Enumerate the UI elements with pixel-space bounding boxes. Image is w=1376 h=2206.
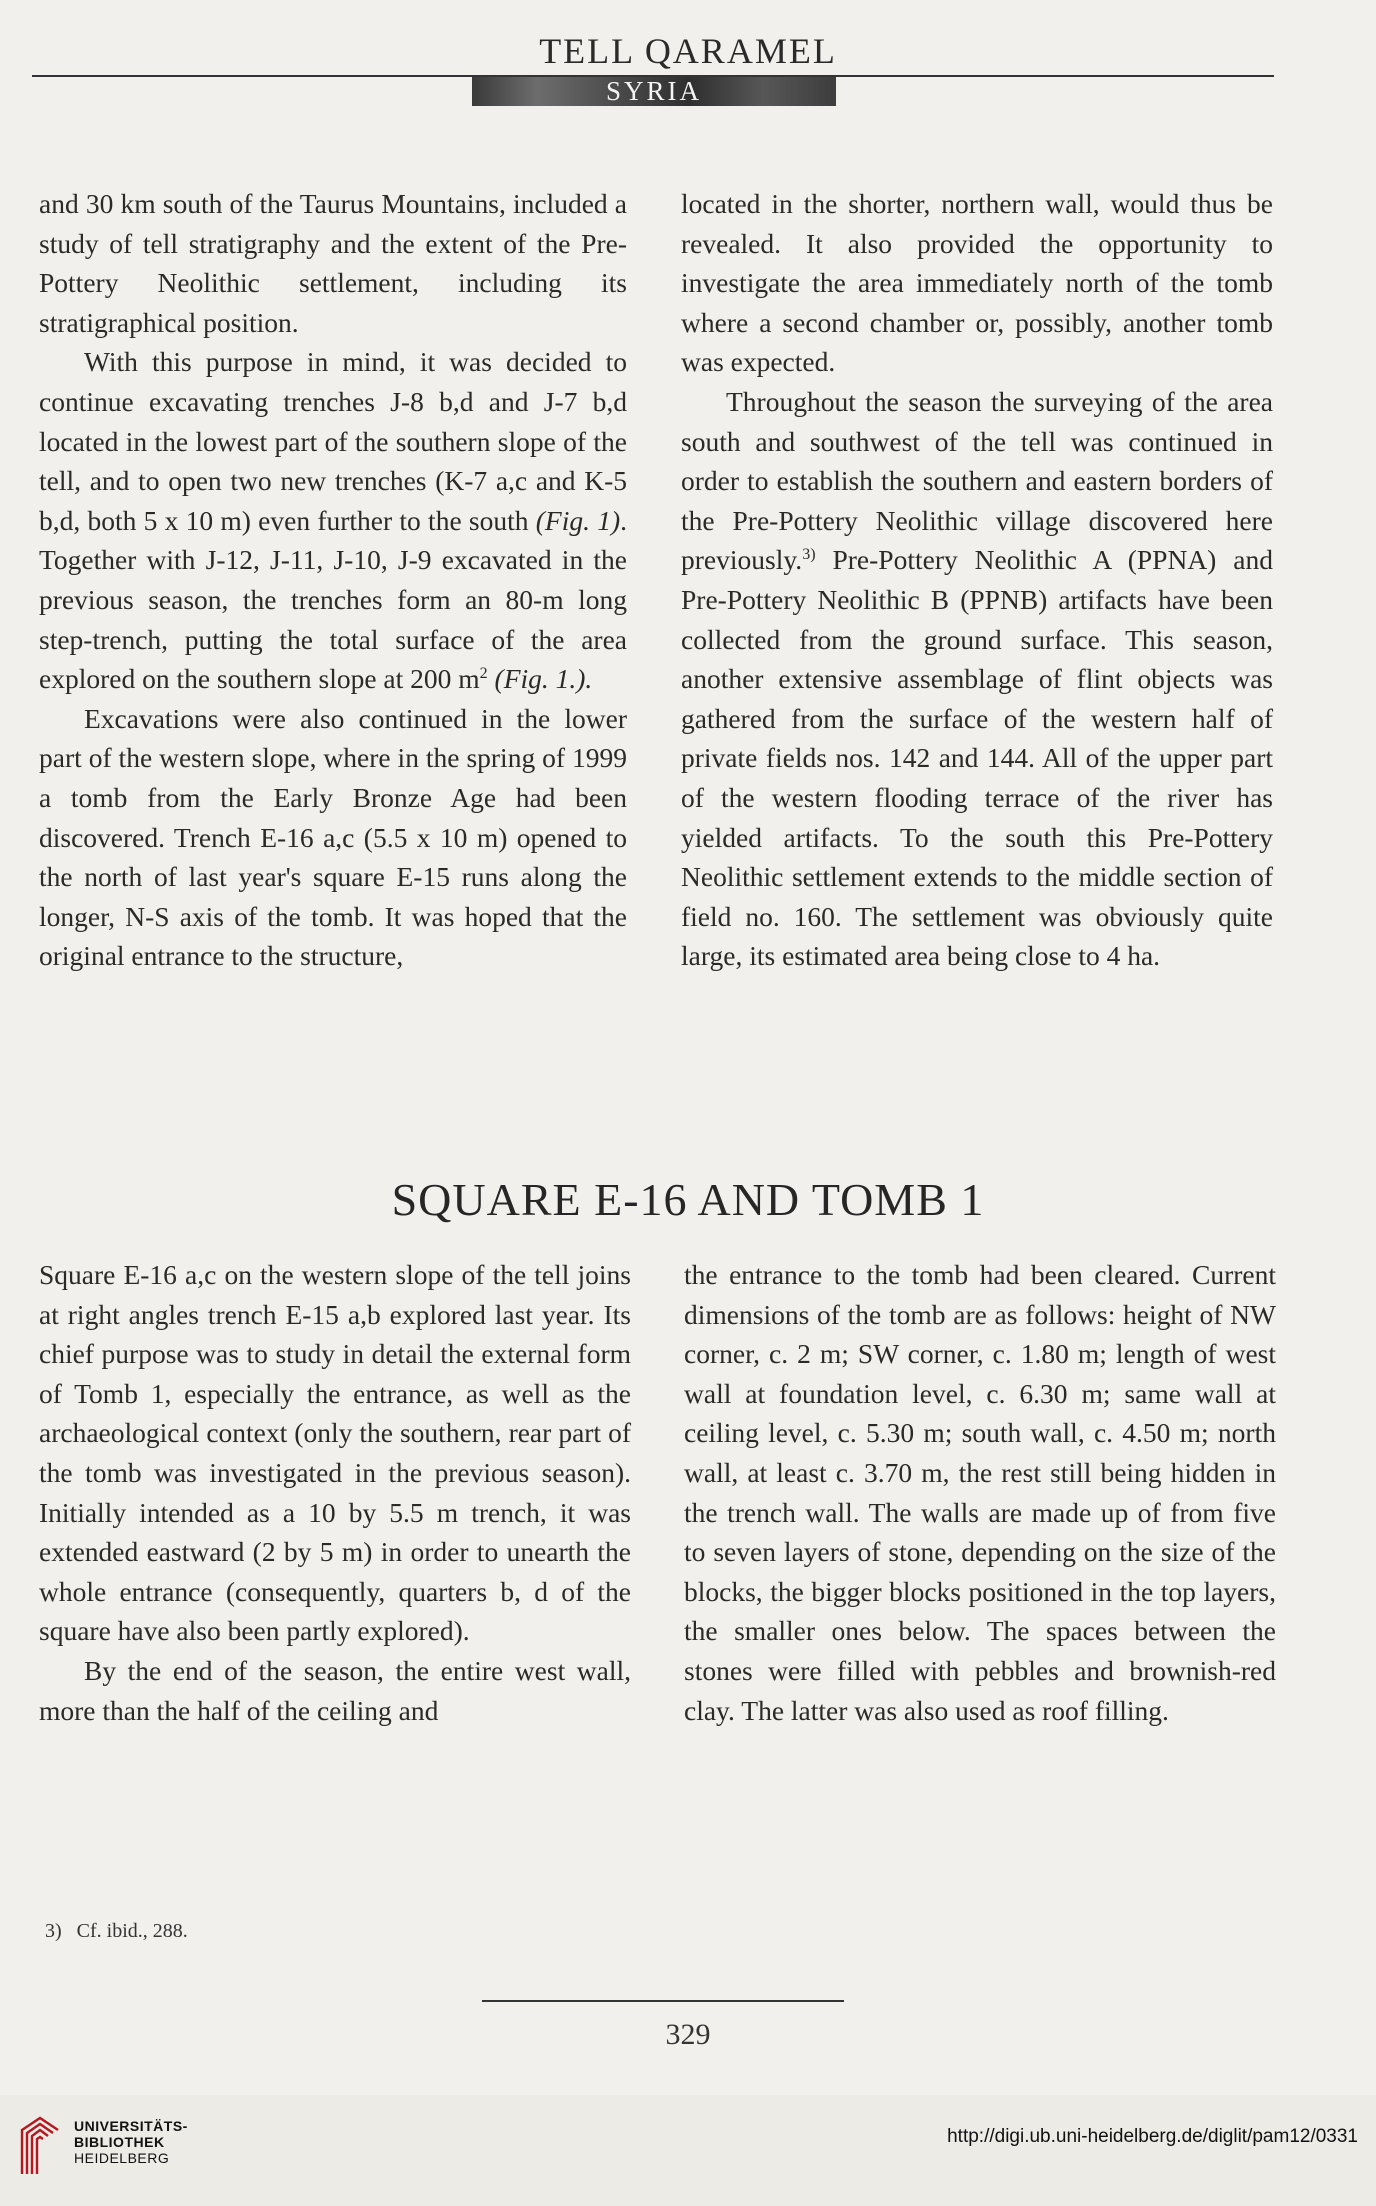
figure-reference: (Fig. 1.).	[494, 663, 593, 695]
page-number: 329	[665, 2018, 711, 2051]
library-logo[interactable]	[16, 2112, 226, 2188]
paragraph: and 30 km south of the Taurus Mountains, included a study of tell stratigraphy and the extent of the Pre-Pottery Neolithic settlement, including its stratigraphical position.	[39, 188, 627, 338]
text-run: . Together with J-12, J-11, J-10, J-9 excavated in the previous season, the trenches form an 80-m long step-trench, putting the total surface of the area explored on the southern slope at 200 m	[39, 504, 628, 695]
library-name-line: HEIDELBERG	[74, 2150, 170, 2166]
left-column-top	[39, 184, 627, 976]
paragraph: the entrance to the tomb had been cleared. Current dimensions of the tomb are as follows: height of NW corner, c. 2 m; SW corner, c. 1.80 m; length of west wall at foundation level, c. 6.30 m; same wall at ceiling level, c. 5.30 m; south wall, c. 4.50 m; north wall, at least c. 3.70 m, the rest still being hidden in the trench wall. The walls are made up of from five to seven layers of stone, depending on the size of the blocks, the bigger blocks positioned in the top layers, the smaller ones below. The spaces between the stones were filled with pebbles and brownish-red clay. The latter was also used as roof filling.	[684, 1259, 1276, 1726]
text-run: Pre-Pottery Neolithic A (PPNA) and Pre-Pottery Neolithic B (PPNB) artifacts have been collected from the ground surface. This season, another extensive assemblage of flint objects was gathered from the surface of the western half of private fields nos. 142 and 144. All of the upper part of the western flooding terrace of the river has yielded artifacts. To the south this Pre-Pottery Neolithic settlement extends to the middle section of field no. 160. The settlement was obviously quite large, its estimated area being close to 4 ha.	[681, 544, 1273, 972]
paragraph	[681, 382, 1273, 976]
source-url-link[interactable]: http://digi.ub.uni-heidelberg.de/diglit/pam12/0331	[947, 2126, 1358, 2147]
paragraph: By the end of the season, the entire west wall, more than the half of the ceiling and	[39, 1654, 631, 1726]
footnote-marker: 3)	[45, 1920, 62, 1942]
paragraph	[39, 342, 627, 698]
library-name	[74, 2118, 188, 2166]
library-name-line: UNIVERSITÄTS-	[74, 2118, 188, 2134]
footnote-ref: 3)	[802, 546, 816, 564]
running-title: TELL QARAMEL	[539, 31, 837, 71]
footnote	[45, 1920, 188, 1943]
section-heading: SQUARE E-16 AND TOMB 1	[391, 1174, 985, 1225]
left-column-bottom	[39, 1255, 631, 1730]
paragraph: Square E-16 a,c on the western slope of the tell joins at right angles trench E-15 a,b explored last year. Its chief purpose was to study in detail the external form of Tomb 1, especially the entrance, as well as the archaeological context (only the southern, rear part of the tomb was investigated in the previous season). Initially intended as a 10 by 5.5 m trench, it was extended eastward (2 by 5 m) in order to unearth the whole entrance (consequently, quarters b, d of the square have also been partly explored).	[39, 1259, 631, 1647]
section-label: SYRIA	[472, 77, 836, 106]
footer-rule	[482, 2000, 844, 2002]
text-run: With this purpose in mind, it was decided to continue excavating trenches J-8 b,d and J-7 b,d located in the lowest part of the southern slope of the tell, and to open two new trenches (K-7 a,c and K-5 b,d, both 5 x 10 m) even further to the south	[39, 346, 627, 536]
figure-reference: (Fig. 1)	[535, 504, 621, 536]
footnote-text: Cf. ibid., 288.	[76, 1920, 188, 1942]
paragraph: Excavations were also continued in the lower part of the western slope, where in the spring of 1999 a tomb from the Early Bronze Age had been discovered. Trench E-16 a,c (5.5 x 10 m) opened to the north of last year's square E-15 runs along the longer, N-S axis of the tomb. It was hoped that the original entrance to the structure,	[39, 702, 627, 972]
right-column-top	[681, 184, 1273, 976]
superscript: 2	[479, 665, 488, 683]
right-column-bottom	[684, 1255, 1276, 1730]
paragraph: located in the shorter, northern wall, would thus be revealed. It also provided the opportunity to investigate the area immediately north of the tomb where a second chamber or, possibly, another tomb was expected.	[681, 188, 1273, 378]
text-run: Throughout the season the surveying of the area south and southwest of the tell was continued in order to establish the southern and eastern borders of the Pre-Pottery Neolithic village discovered here previously.	[681, 385, 1273, 576]
library-emblem-icon	[16, 2112, 64, 2176]
library-name-line: BIBLIOTHEK	[74, 2134, 165, 2150]
